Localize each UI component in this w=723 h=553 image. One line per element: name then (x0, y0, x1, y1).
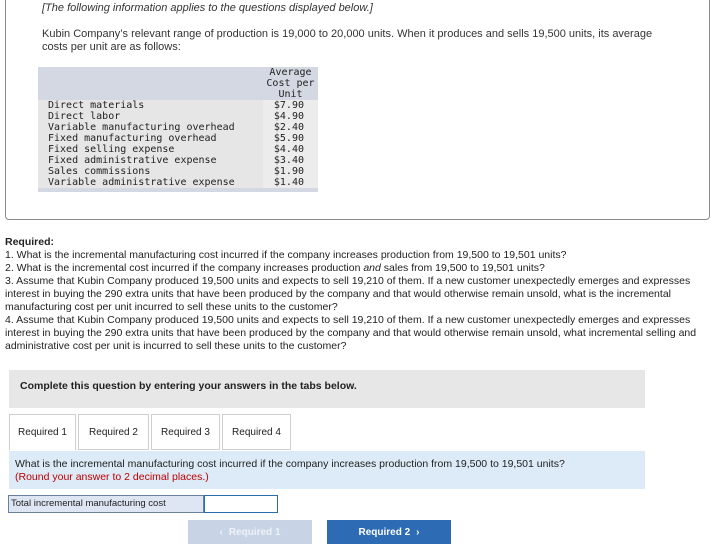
question-panel (9, 451, 645, 489)
answer-label: Total incremental manufacturing cost (8, 495, 204, 513)
answer-input[interactable] (204, 495, 278, 513)
row-label: Fixed administrative expense (48, 155, 217, 166)
cost-table-footer (38, 188, 318, 192)
cost-table-body (38, 100, 318, 188)
complete-prompt: Complete this question by entering your answers in the tabs below. (9, 370, 645, 408)
row-label: Sales commissions (48, 166, 151, 177)
row-value: $3.40 (273, 155, 304, 166)
tab-required-1[interactable]: Required 1 (9, 414, 76, 450)
row-label: Direct labor (48, 111, 121, 122)
question-3: 3. Assume that Kubin Company produced 19,500 units and expects to sell 19,210 of them. If a new customer unexpectedly emerges and expresses interest in buying the 290 extra units that have been produced by the company and that would otherwise remain unsold, what is the incremental manufacturing cost per unit incurred to sell these units to the customer? (5, 275, 691, 313)
next-button-label: Required 2 (358, 526, 411, 538)
header-line-3: Unit (278, 89, 303, 100)
row-value: $7.90 (273, 100, 304, 111)
question-2-emphasis: and (363, 262, 381, 274)
previous-button[interactable] (188, 520, 312, 544)
row-value: $4.40 (273, 144, 304, 155)
answer-row (8, 495, 278, 513)
cost-table (38, 67, 318, 192)
rounding-note: (Round your answer to 2 decimal places.) (15, 471, 209, 483)
chevron-left-icon: ‹ (219, 526, 223, 538)
cost-table-header (38, 67, 318, 100)
required-tabs (9, 414, 291, 450)
tab-required-4[interactable]: Required 4 (222, 414, 291, 450)
row-label: Fixed selling expense (48, 144, 175, 155)
question-2-text-end: sales from 19,500 to 19,501 units? (380, 262, 545, 274)
row-label: Direct materials (48, 100, 145, 111)
question-4: 4. Assume that Kubin Company produced 19,500 units and expects to sell 19,210 of them. If a new customer unexpectedly emerges and expresses interest in buying the 290 extra units that have been produced by the company and that would otherwise remain unsold, what incremental selling and administrative cost per unit is incurred to sell these units to the customer? (5, 314, 697, 352)
header-line-2: Cost per (266, 78, 315, 89)
row-value: $1.90 (273, 166, 304, 177)
tab-required-3[interactable]: Required 3 (151, 414, 220, 450)
header-line-1: Average (269, 67, 312, 78)
info-box (5, 0, 710, 220)
question-2-text: 2. What is the incremental cost incurred if the company increases production (5, 262, 364, 274)
info-intro: Kubin Company’s relevant range of production is 19,000 to 20,000 units. When it produces and sells 19,500 units, its average costs per unit are as follows: (42, 28, 653, 53)
info-note: [The following information applies to the questions displayed below.] (42, 2, 373, 14)
panel-question: What is the incremental manufacturing cost incurred if the company increases production from 19,500 to 19,501 units? (15, 458, 565, 470)
row-value: $4.90 (273, 111, 304, 122)
required-title: Required: (5, 236, 55, 248)
row-label: Variable administrative expense (48, 177, 235, 188)
question-1: 1. What is the incremental manufacturing cost incurred if the company increases production from 19,500 to 19,501 units? (5, 249, 567, 261)
row-value: $2.40 (273, 122, 304, 133)
row-value: $1.40 (273, 177, 304, 188)
tab-required-2[interactable]: Required 2 (78, 414, 149, 450)
next-button[interactable] (327, 520, 451, 544)
required-section (5, 236, 705, 353)
previous-button-label: Required 1 (228, 526, 281, 538)
chevron-right-icon: › (416, 526, 420, 538)
row-label: Fixed manufacturing overhead (48, 133, 217, 144)
question-2 (5, 262, 705, 275)
row-label: Variable manufacturing overhead (48, 122, 235, 133)
row-value: $5.90 (273, 133, 304, 144)
